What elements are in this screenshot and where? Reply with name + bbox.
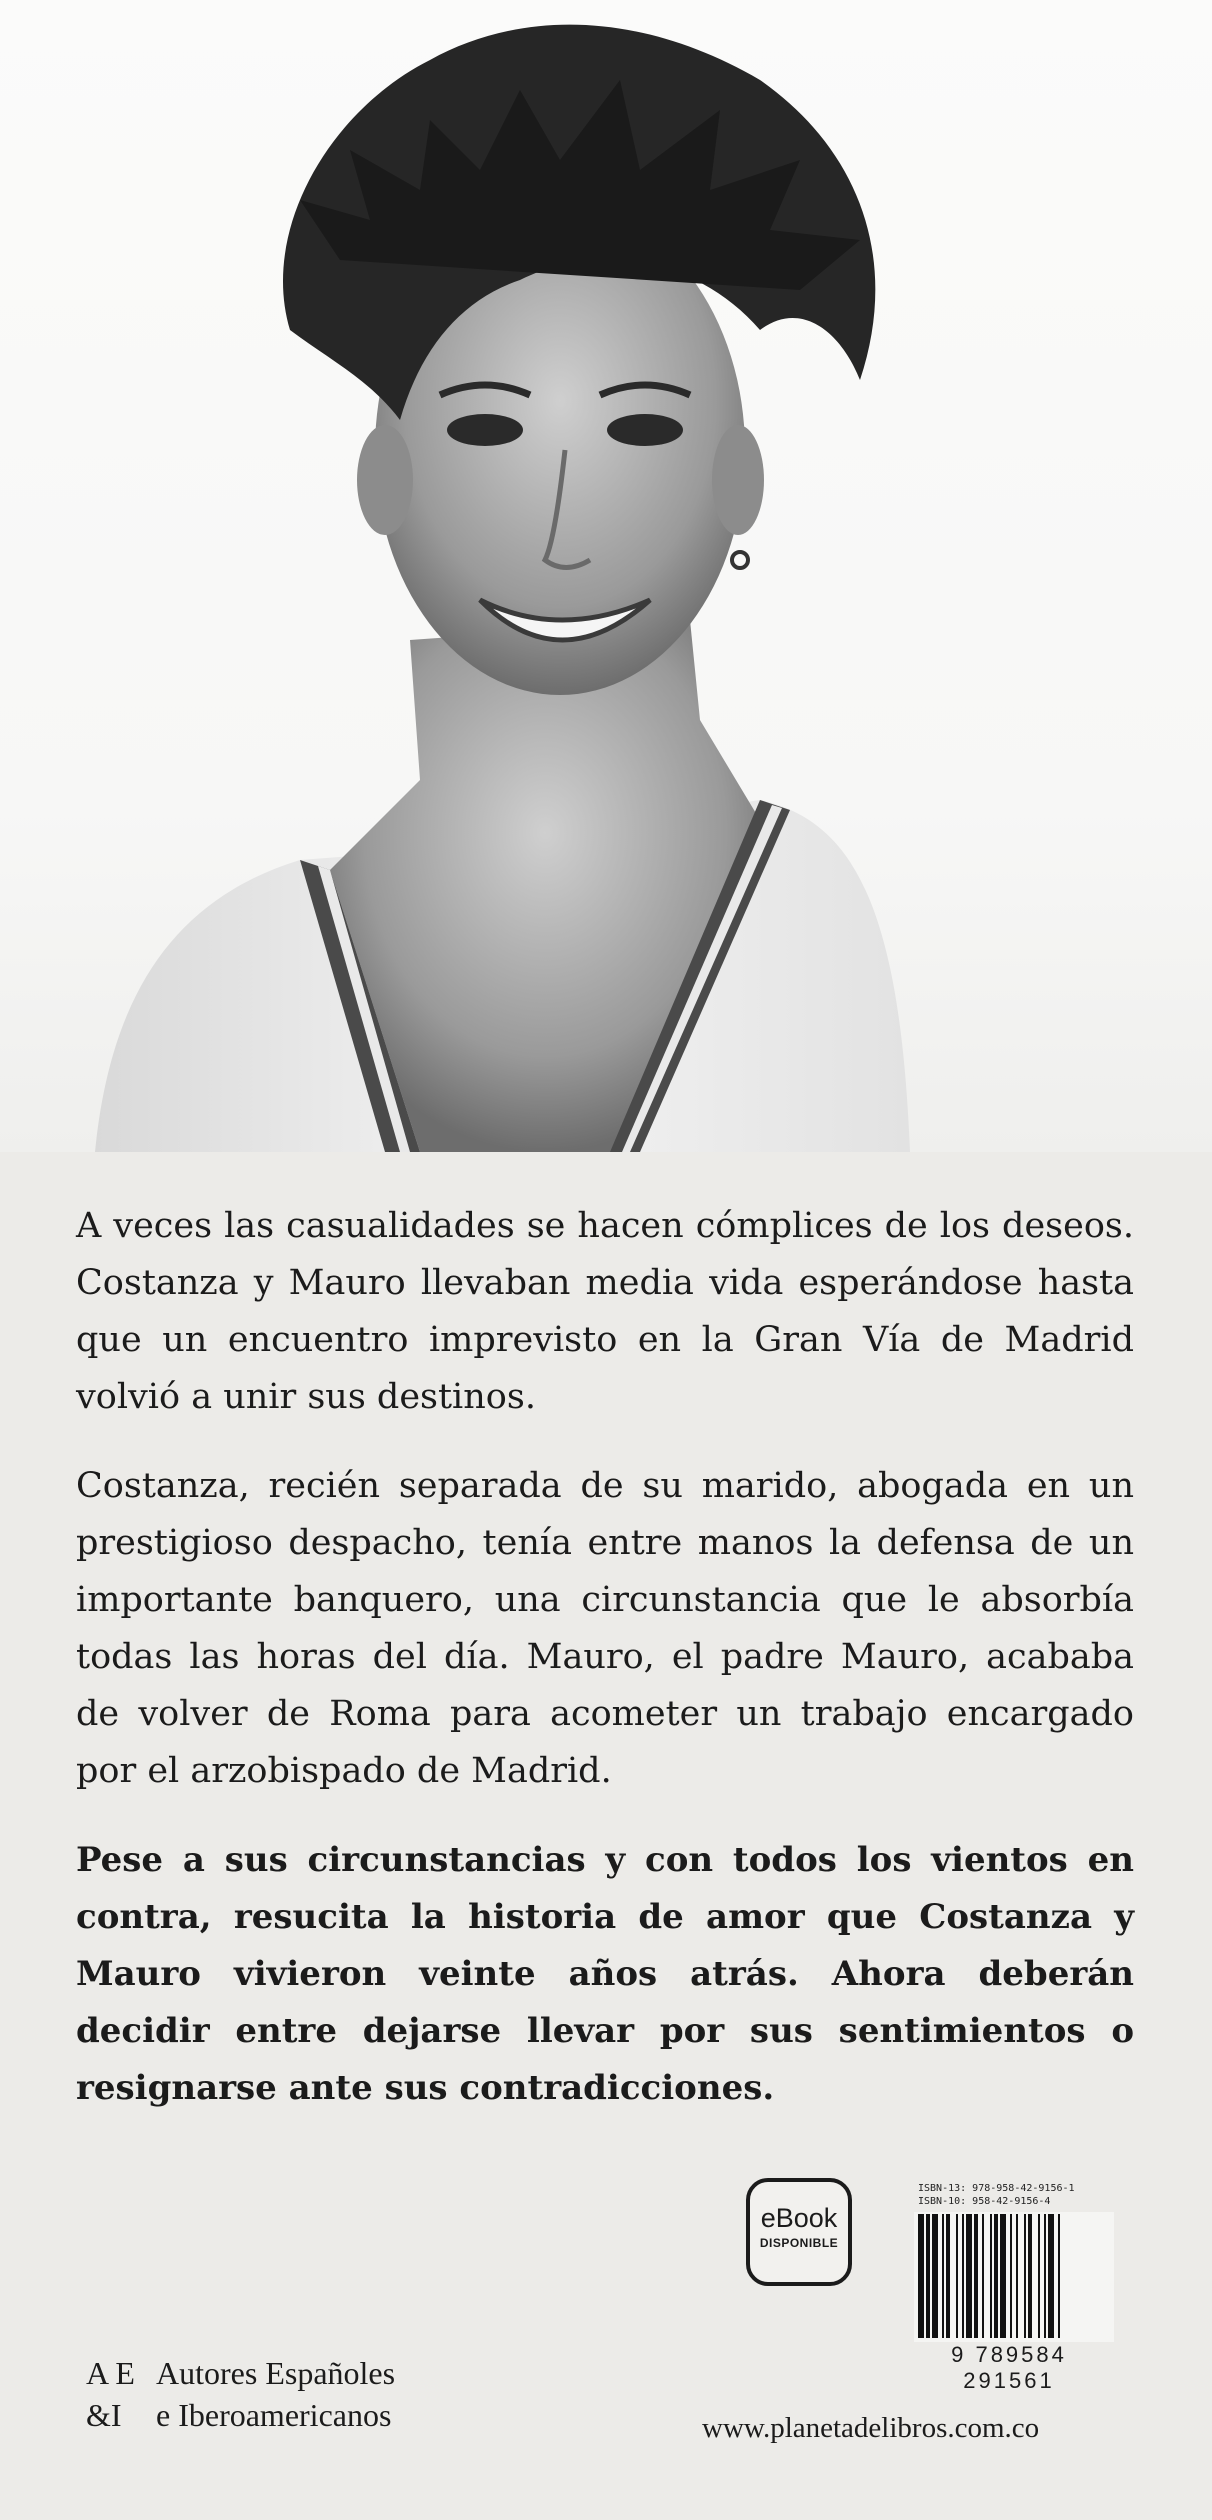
ebook-available-label: DISPONIBLE xyxy=(759,2236,839,2250)
logo-mark-bottom: &I xyxy=(86,2397,122,2433)
blurb-bold-paragraph: Pese a sus circunstancias y con todos los vientos en contra, resucita la historia de amor que Costanza y Mauro vivieron veinte años atrás. Ahora deberán decidir entre dejarse llevar por sus sentimientos o resignarse ante sus contradicciones. xyxy=(76,1840,1134,2108)
blurb-paragraph-2: Costanza, recién separada de su marido, abogada en un prestigioso despacho, tenía entre manos la defensa de un importante banquero, una circunstancia que le absorbía todas las horas del día. Mauro, el padre Mauro, acababa de volver de Roma para acometer un trabajo encargado por el arzobispado de Madrid. xyxy=(76,1466,1134,1791)
publisher-website: www.planetadelibros.com.co xyxy=(702,2412,1040,2444)
blurb-paragraph-1: A veces las casualidades se hacen cómplices de los deseos. Costanza y Mauro llevaban media vida esperándose hasta que un encuentro imprevisto en la Gran Vía de Madrid volvió a unir sus destinos. xyxy=(76,1206,1134,1417)
logo-line-1: Autores Españoles xyxy=(156,2355,396,2391)
ebook-label: eBook xyxy=(760,2203,838,2233)
barcode-number: 9 789584 291561 xyxy=(951,2342,1067,2393)
barcode-icon xyxy=(914,2212,1114,2342)
ebook-badge xyxy=(746,2178,852,2286)
isbn-13: ISBN-13: 978-958-42-9156-1 xyxy=(918,2183,1075,2194)
back-cover-blurb xyxy=(76,1198,1134,2149)
logo-mark-top: A E xyxy=(86,2355,135,2391)
portrait-illustration xyxy=(0,0,1212,1152)
publisher-collection-logo xyxy=(86,2352,395,2436)
isbn-10: ISBN-10: 958-42-9156-4 xyxy=(918,2196,1051,2207)
author-photo xyxy=(0,0,1212,1152)
logo-line-2: e Iberoamericanos xyxy=(156,2397,392,2433)
isbn-block xyxy=(918,2182,1118,2208)
